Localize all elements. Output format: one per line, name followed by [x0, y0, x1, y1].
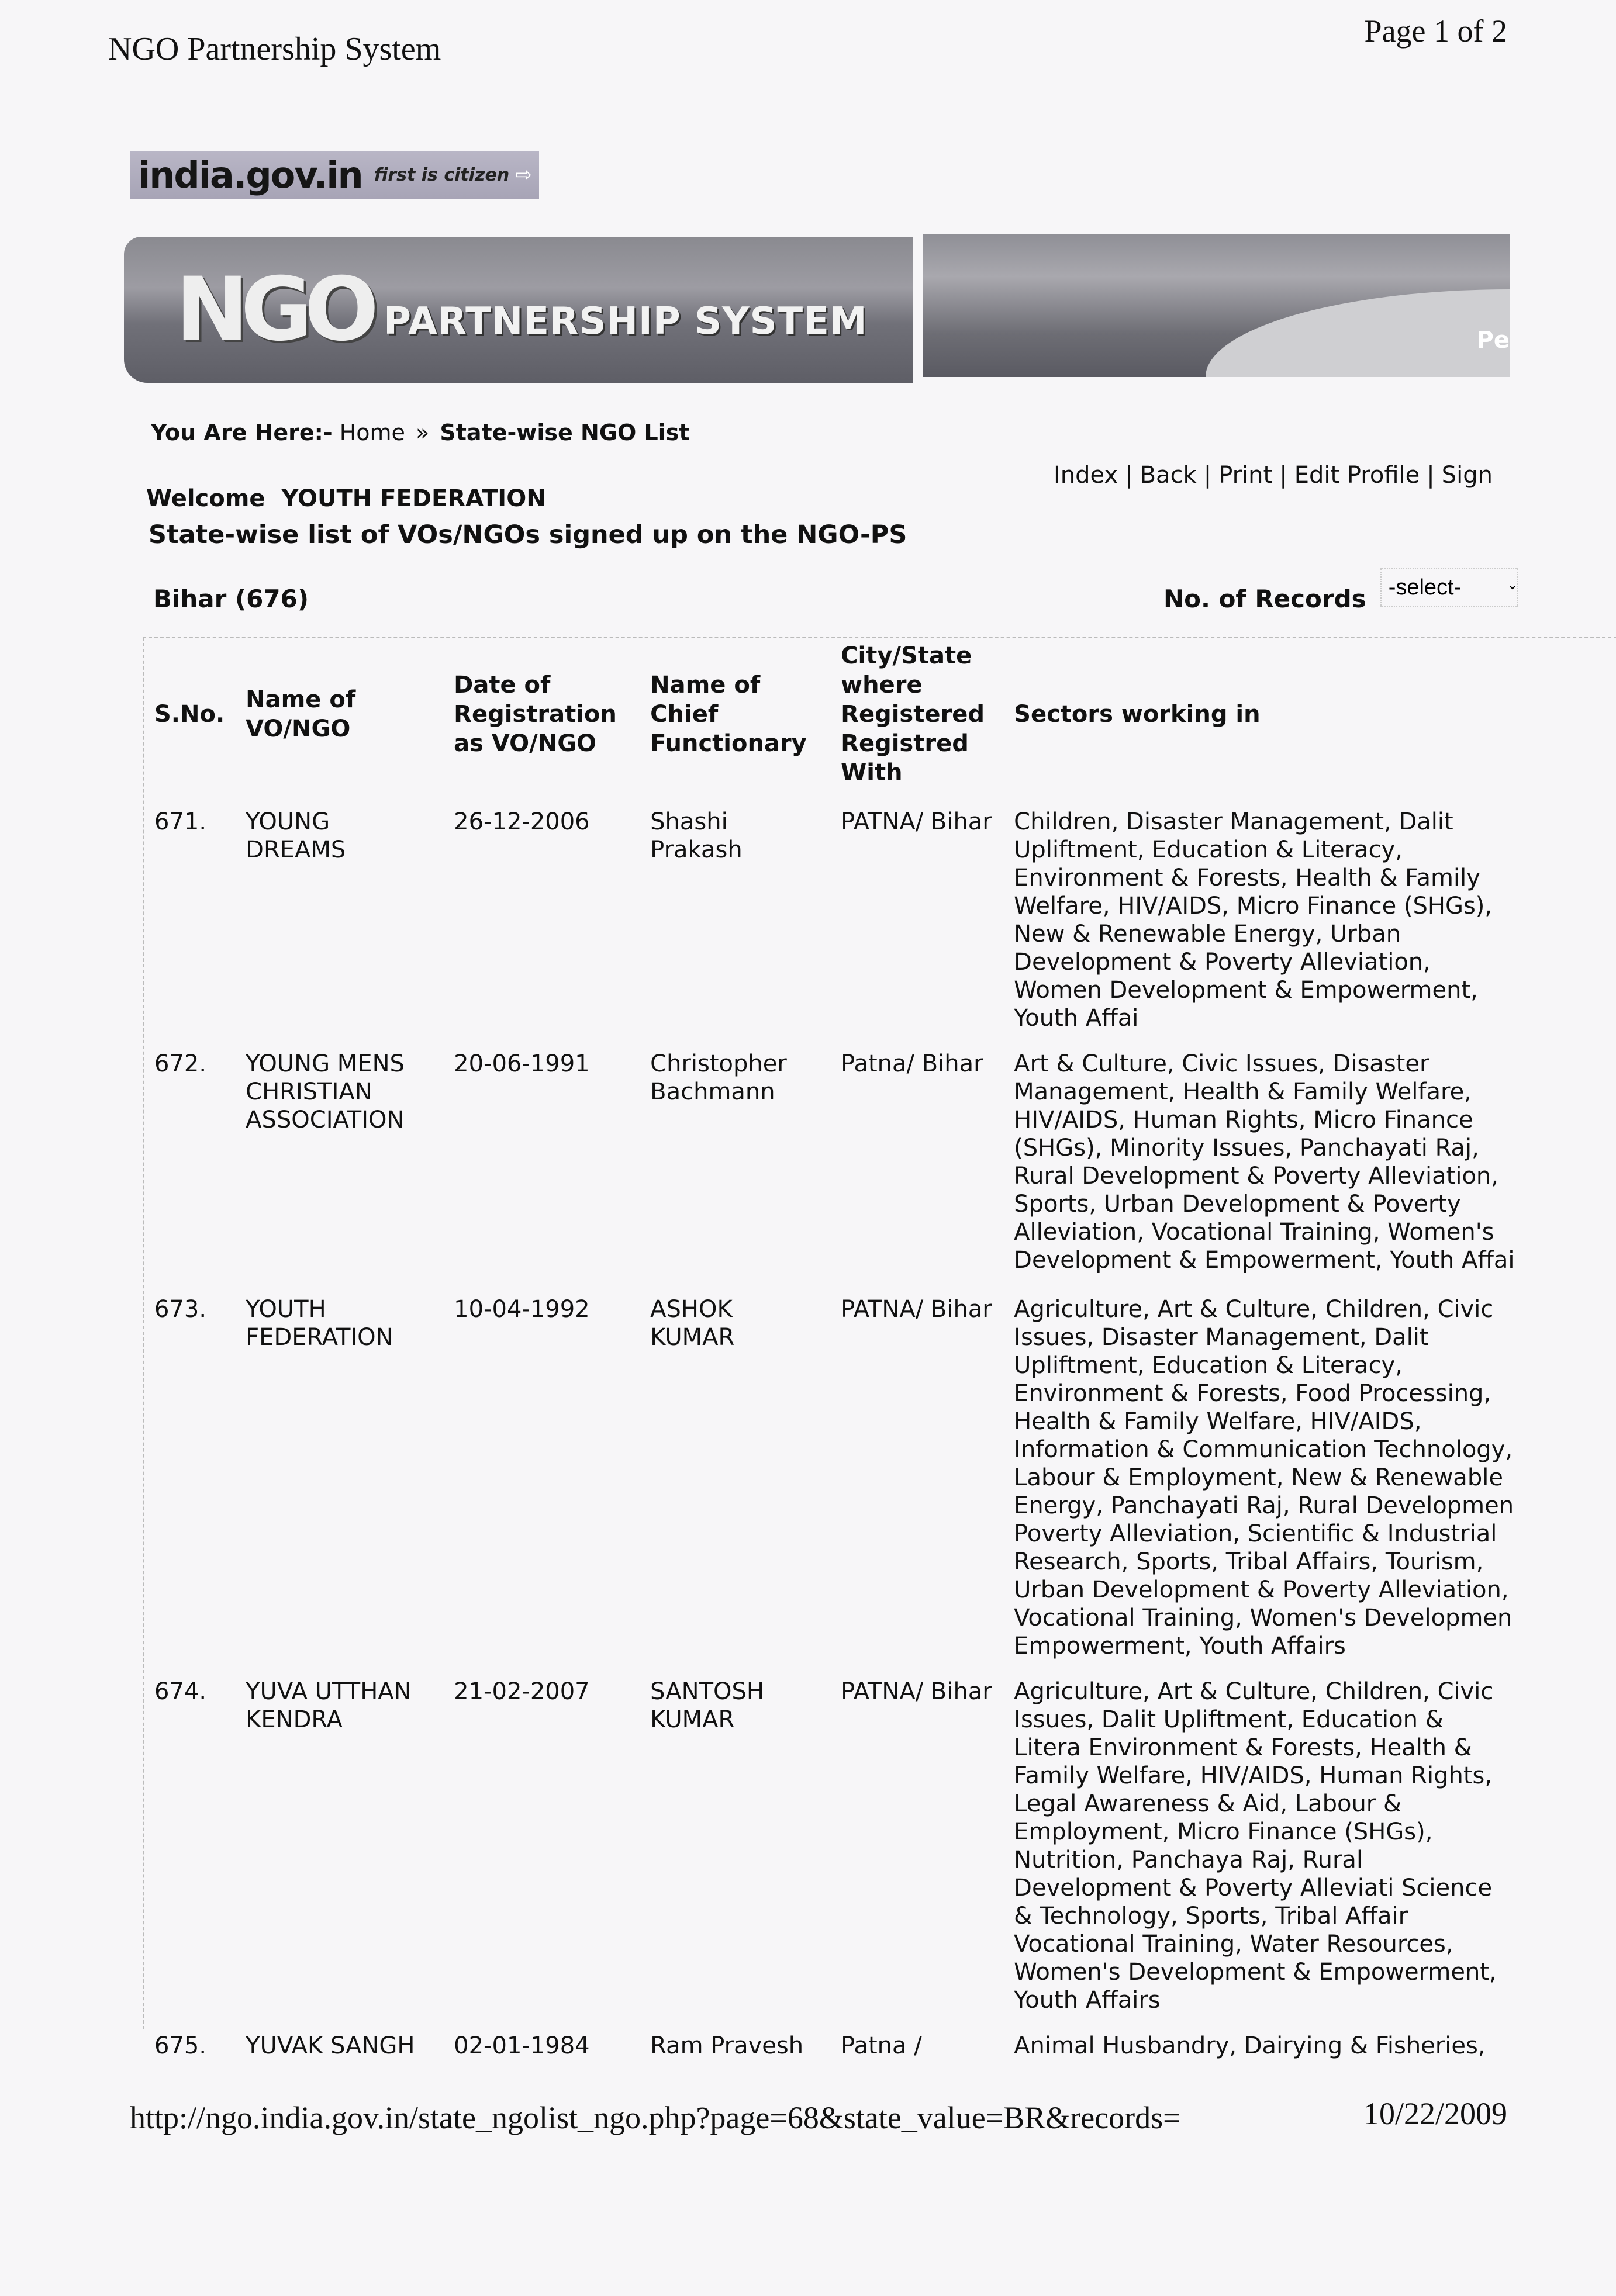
header-chief: Name of Chief Functionary: [650, 672, 807, 757]
cell-name: YOUNG MENS CHRISTIAN ASSOCIATION: [246, 1050, 405, 1133]
cell-sno: 674.: [154, 1678, 207, 1705]
cell-chief: Shashi Prakash: [650, 808, 743, 863]
table-row: [144, 1660, 1527, 2014]
cell-date: 21-02-2007: [454, 1678, 590, 1705]
table-row: [144, 1032, 1527, 1278]
cell-city: Patna /: [841, 2032, 922, 2059]
table-row: [144, 790, 1527, 1032]
cell-chief: SANTOSH KUMAR: [650, 1678, 764, 1733]
india-gov-brand: india.gov.in: [138, 153, 362, 196]
cell-date: 26-12-2006: [454, 808, 590, 835]
link-divider: |: [1125, 462, 1133, 489]
cell-sectors: Agriculture, Art & Culture, Children, Civic Issues, Disaster Management, Dalit Upliftment, Education & Literacy, Environment & Forests, Food Processing, Health & Family Welfare, HIV/AIDS, Information & Communication Technology, Labour & Employment, New & Renewable Energy, Panchayati Raj, Rural Developmen Poverty Alleviation, Scientific & Industrial Research, Sports, Tribal Affairs, Tourism, Urban Development & Poverty Alleviation, Vocational Training, Women's Developmen Empowerment, Youth Affairs: [1014, 1296, 1514, 1659]
breadcrumb-prefix: You Are Here:-: [151, 420, 333, 445]
cell-sectors: Children, Disaster Management, Dalit Upliftment, Education & Literacy, Environment & Forests, Health & Family Welfare, HIV/AIDS, Micro Finance (SHGs), New & Renewable Energy, Urban Development & Poverty Alleviation, Women Development & Empowerment, Youth Affai: [1014, 808, 1493, 1032]
top-links: [1054, 462, 1493, 489]
cell-city: Patna/ Bihar: [841, 1050, 983, 1077]
cell-chief: ASHOK KUMAR: [650, 1296, 735, 1351]
header-city: City/State where Registered Registred With: [841, 642, 985, 786]
link-divider: |: [1427, 462, 1435, 489]
table-row: [144, 2014, 1527, 2061]
india-gov-logo[interactable]: [130, 151, 539, 199]
index-link[interactable]: Index: [1054, 462, 1118, 489]
banner-partnership-text: PARTNERSHIP SYSTEM: [384, 300, 868, 343]
banner-curve-decoration: [1206, 289, 1510, 377]
cell-name: YUVA UTTHAN KENDRA: [246, 1678, 412, 1733]
ngo-list-table-container: [143, 637, 1616, 2059]
breadcrumb: [151, 420, 690, 445]
banner-right-image: [923, 234, 1510, 377]
cell-name: YOUTH FEDERATION: [246, 1296, 393, 1351]
page-title: State-wise list of VOs/NGOs signed up on the NGO-PS: [149, 520, 907, 549]
cell-city: PATNA/ Bihar: [841, 808, 992, 835]
print-page-number: Page 1 of 2: [1364, 13, 1507, 49]
cell-chief: Christopher Bachmann: [650, 1050, 787, 1105]
cell-city: PATNA/ Bihar: [841, 1296, 992, 1323]
breadcrumb-current: State-wise NGO List: [440, 420, 690, 445]
link-divider: |: [1203, 462, 1212, 489]
cell-sno: 675.: [154, 2032, 207, 2059]
back-link[interactable]: Back: [1140, 462, 1197, 489]
header-sno: S.No.: [154, 701, 225, 728]
cell-name: YOUNG DREAMS: [246, 808, 346, 863]
header-date: Date of Registration as VO/NGO: [454, 672, 617, 757]
records-label: No. of Records: [1163, 585, 1366, 613]
sign-out-link[interactable]: Sign: [1441, 462, 1493, 489]
cell-date: 02-01-1984: [454, 2032, 590, 2059]
table-row: [144, 1278, 1527, 1660]
cell-name: YUVAK SANGH: [246, 2032, 415, 2059]
welcome-message: [146, 485, 546, 512]
banner-cut-text: Pe: [1476, 327, 1510, 354]
print-footer-date: 10/22/2009: [1363, 2096, 1507, 2131]
banner-ngo-text: NGO: [175, 259, 371, 361]
table-header-row: [144, 638, 1527, 790]
header-sectors: Sectors working in: [1014, 701, 1261, 728]
cell-sno: 672.: [154, 1050, 207, 1077]
india-gov-tagline: first is citizen: [374, 164, 510, 185]
welcome-org-name: YOUTH FEDERATION: [281, 485, 546, 512]
state-record-count: Bihar (676): [153, 585, 309, 613]
header-name: Name of VO/NGO: [246, 686, 356, 742]
cell-date: 20-06-1991: [454, 1050, 590, 1077]
cell-city: PATNA/ Bihar: [841, 1678, 992, 1705]
edit-profile-link[interactable]: Edit Profile: [1294, 462, 1420, 489]
print-header-title: NGO Partnership System: [108, 31, 441, 67]
arrow-icon: ⇨: [515, 163, 532, 186]
breadcrumb-separator: »: [416, 420, 430, 445]
cell-sno: 671.: [154, 808, 207, 835]
cell-sectors: Art & Culture, Civic Issues, Disaster Management, Health & Family Welfare, HIV/AIDS, Human Rights, Micro Finance (SHGs), Minority Issues, Panchayati Raj, Rural Development & Poverty Alleviation, Sports, Urban Development & Poverty Alleviation, Vocational Training, Women's Development & Empowerment, Youth Affai: [1014, 1050, 1515, 1274]
cell-sectors: Agriculture, Art & Culture, Children, Civic Issues, Dalit Upliftment, Education & Litera Environment & Forests, Health & Family Welfare, HIV/AIDS, Human Rights, Legal Awareness & Aid, Labour & Employment, Micro Finance (SHGs), Nutrition, Panchaya Raj, Rural Development & Poverty Alleviati Science & Technology, Sports, Tribal Affair Vocational Training, Water Resources, Women's Development & Empowerment, Youth Affairs: [1014, 1678, 1497, 2014]
cell-date: 10-04-1992: [454, 1296, 590, 1323]
link-divider: |: [1279, 462, 1287, 489]
welcome-label: Welcome: [146, 485, 265, 512]
print-link[interactable]: Print: [1218, 462, 1273, 489]
ngo-list-table: [144, 638, 1527, 2061]
records-select[interactable]: [1380, 568, 1518, 607]
print-footer-url: http://ngo.india.gov.in/state_ngolist_ngo.php?page=68&state_value=BR&records=: [130, 2100, 1181, 2135]
records-selector: [1163, 561, 1518, 613]
cell-sno: 673.: [154, 1296, 207, 1323]
cell-chief: Ram Pravesh: [650, 2032, 804, 2059]
ngo-ps-banner: [124, 237, 913, 383]
breadcrumb-home-link[interactable]: Home: [339, 420, 405, 445]
cell-sectors: Animal Husbandry, Dairying & Fisheries,: [1014, 2032, 1486, 2059]
